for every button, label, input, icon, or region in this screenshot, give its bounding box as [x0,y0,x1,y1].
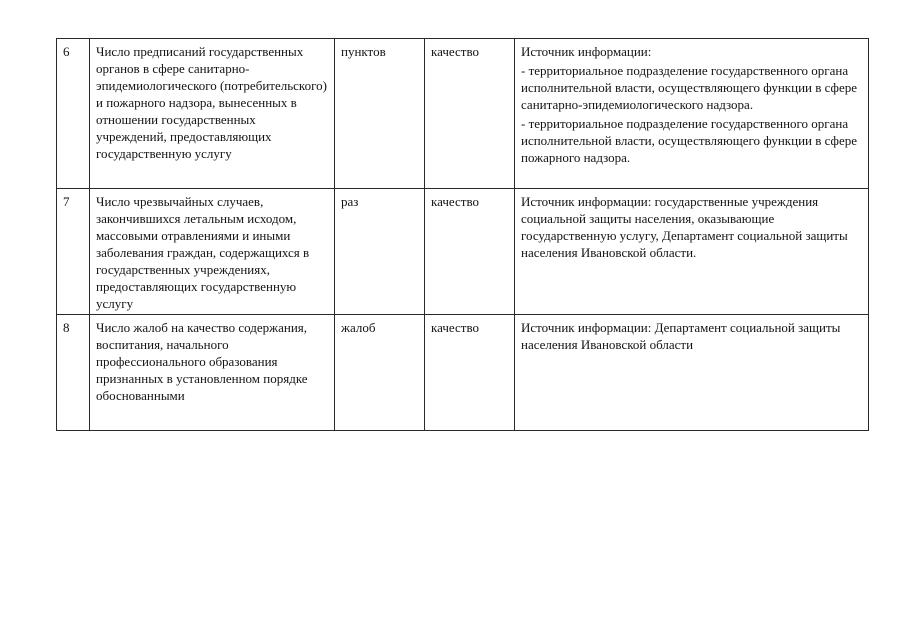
source-cell [515,39,869,189]
indicators-table [56,38,869,431]
source-title: Источник информации: [521,44,652,59]
source-cell [515,189,869,315]
unit-cell: пунктов [335,39,425,189]
source-item: - территориальное подразделение государственного органа исполнительной власти, осуществляющего функции в сфере пожарного надзора. [521,116,858,165]
unit-cell: раз [335,189,425,315]
source-cell [515,315,869,431]
source-text: Источник информации: государственные учреждения социальной защиты населения, оказывающие государственную услугу, Департамент социальной защиты населения Ивановской области. [521,194,848,260]
row-number-cell: 6 [57,39,90,189]
row-number-cell: 8 [57,315,90,431]
unit-cell: жалоб [335,315,425,431]
indicator-cell: Число жалоб на качество содержания, воспитания, начального профессионального образования признанных в установленном порядке обоснованными [90,315,335,431]
table-row [57,189,869,315]
indicator-cell: Число предписаний государственных органов в сфере санитарно-эпидемиологического (потребительского) и пожарного надзора, вынесенных в отношении государственных учреждений, предоставляющих государственную услугу [90,39,335,189]
source-item: - территориальное подразделение государственного органа исполнительной власти, осуществляющего функции в сфере санитарно-эпидемиологического надзора. [521,63,858,112]
indicator-type-cell: качество [425,189,515,315]
table-row [57,315,869,431]
source-text: Источник информации: Департамент социальной защиты населения Ивановской области [521,320,841,352]
indicator-cell: Число чрезвычайных случаев, закончившихся летальным исходом, массовыми отравлениями и иными заболевания граждан, содержащихся в государственных учреждениях, предоставляющих государственную услугу [90,189,335,315]
indicator-type-cell: качество [425,315,515,431]
indicator-type-cell: качество [425,39,515,189]
row-number-cell: 7 [57,189,90,315]
table-row [57,39,869,189]
